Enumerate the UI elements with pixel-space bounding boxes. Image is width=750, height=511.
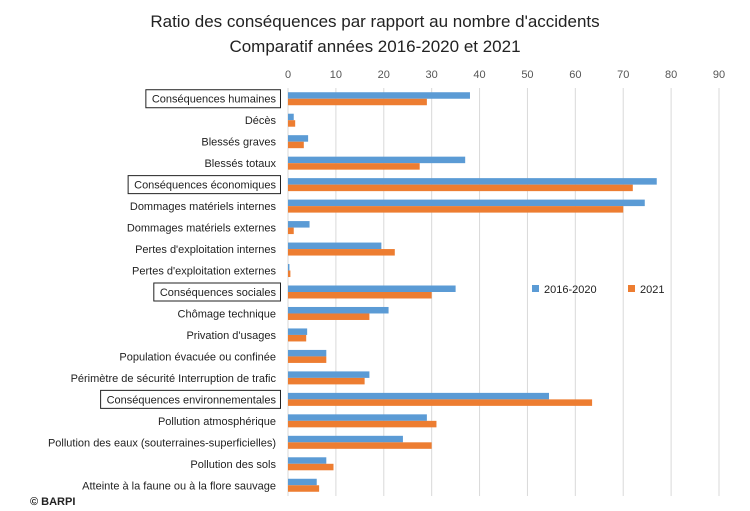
bar-2021 <box>288 206 623 213</box>
bar-2016-2020 <box>288 307 389 314</box>
bar-2016-2020 <box>288 157 465 164</box>
legend-label: 2021 <box>640 284 665 296</box>
category-label: Privation d'usages <box>186 329 276 342</box>
x-tick-label: 60 <box>569 69 582 81</box>
category-label: Population évacuée ou confinée <box>119 351 276 364</box>
legend-label: 2016-2020 <box>544 284 597 296</box>
x-tick-label: 50 <box>521 69 534 81</box>
bar-2021 <box>288 249 395 256</box>
bar-2016-2020 <box>288 371 369 378</box>
bar-2016-2020 <box>288 221 310 228</box>
bar-2021 <box>288 335 306 342</box>
bar-2016-2020 <box>288 243 381 250</box>
category-group-label: Conséquences humaines <box>151 93 276 106</box>
category-label: Périmètre de sécurité Interruption de trafic <box>70 372 276 385</box>
bar-2016-2020 <box>288 328 307 335</box>
bar-2021 <box>288 464 333 471</box>
bar-2016-2020 <box>288 457 326 464</box>
legend-swatch <box>532 285 539 292</box>
category-label: Chômage technique <box>177 308 276 321</box>
bar-2021 <box>288 271 290 278</box>
category-label: Pertes d'exploitation externes <box>132 265 276 278</box>
x-tick-label: 90 <box>712 69 726 81</box>
category-label: Blessés totaux <box>204 158 276 171</box>
credit-label: © BARPI <box>30 496 76 508</box>
category-label: Atteinte à la faune ou à la flore sauvage <box>82 480 276 493</box>
category-label: Pollution des sols <box>190 458 276 471</box>
category-label: Dommages matériels externes <box>126 222 276 235</box>
x-tick-label: 0 <box>284 69 292 81</box>
legend-swatch <box>628 285 635 292</box>
bar-2016-2020 <box>288 264 289 271</box>
x-tick-label: 30 <box>425 69 438 81</box>
bar-2021 <box>288 120 295 127</box>
x-tick-label: 70 <box>617 69 630 81</box>
bar-2016-2020 <box>288 92 470 99</box>
bar-2016-2020 <box>288 286 456 293</box>
x-tick-label: 40 <box>473 69 486 81</box>
legend <box>532 284 664 296</box>
category-group-label: Conséquences économiques <box>134 179 276 192</box>
bar-2021 <box>288 163 420 170</box>
bar-2016-2020 <box>288 436 403 443</box>
category-label: Décès <box>244 115 276 128</box>
x-tick-label: 20 <box>377 69 390 81</box>
bar-2016-2020 <box>288 350 326 357</box>
bars <box>288 92 657 492</box>
bar-2021 <box>288 442 432 449</box>
bar-2021 <box>288 421 436 428</box>
category-label: Pollution des eaux (souterraines-superficielles) <box>47 437 276 450</box>
bar-2016-2020 <box>288 414 427 421</box>
category-label: Pollution atmosphérique <box>157 415 276 428</box>
bar-2021 <box>288 378 365 385</box>
bar-2021 <box>288 485 319 492</box>
bar-2021 <box>288 228 294 235</box>
x-tick-label: 80 <box>664 69 678 81</box>
bar-2021 <box>288 399 592 406</box>
bar-2021 <box>288 356 326 363</box>
category-label: Pertes d'exploitation internes <box>135 244 276 257</box>
x-tick-label: 10 <box>329 69 343 81</box>
chart-title: Ratio des conséquences par rapport au nombre d'accidents <box>150 12 600 31</box>
bar-2021 <box>288 142 304 149</box>
category-group-label: Conséquences sociales <box>159 287 276 299</box>
category-labels <box>48 90 281 493</box>
bar-2016-2020 <box>288 178 657 185</box>
bar-2016-2020 <box>288 200 645 207</box>
category-label: Blessés graves <box>201 136 276 149</box>
category-label: Dommages matériels internes <box>129 201 276 214</box>
bar-2021 <box>288 292 432 299</box>
bar-2016-2020 <box>288 479 317 486</box>
bar-2016-2020 <box>288 114 294 121</box>
bar-2016-2020 <box>288 393 549 400</box>
bar-2021 <box>288 99 427 106</box>
bar-2021 <box>288 185 633 192</box>
chart-subtitle: Comparatif années 2016-2020 et 2021 <box>229 37 521 56</box>
category-group-label: Conséquences environnementales <box>106 394 276 407</box>
bar-2016-2020 <box>288 135 308 142</box>
bar-2021 <box>288 313 369 320</box>
x-axis-ticks <box>285 69 725 81</box>
